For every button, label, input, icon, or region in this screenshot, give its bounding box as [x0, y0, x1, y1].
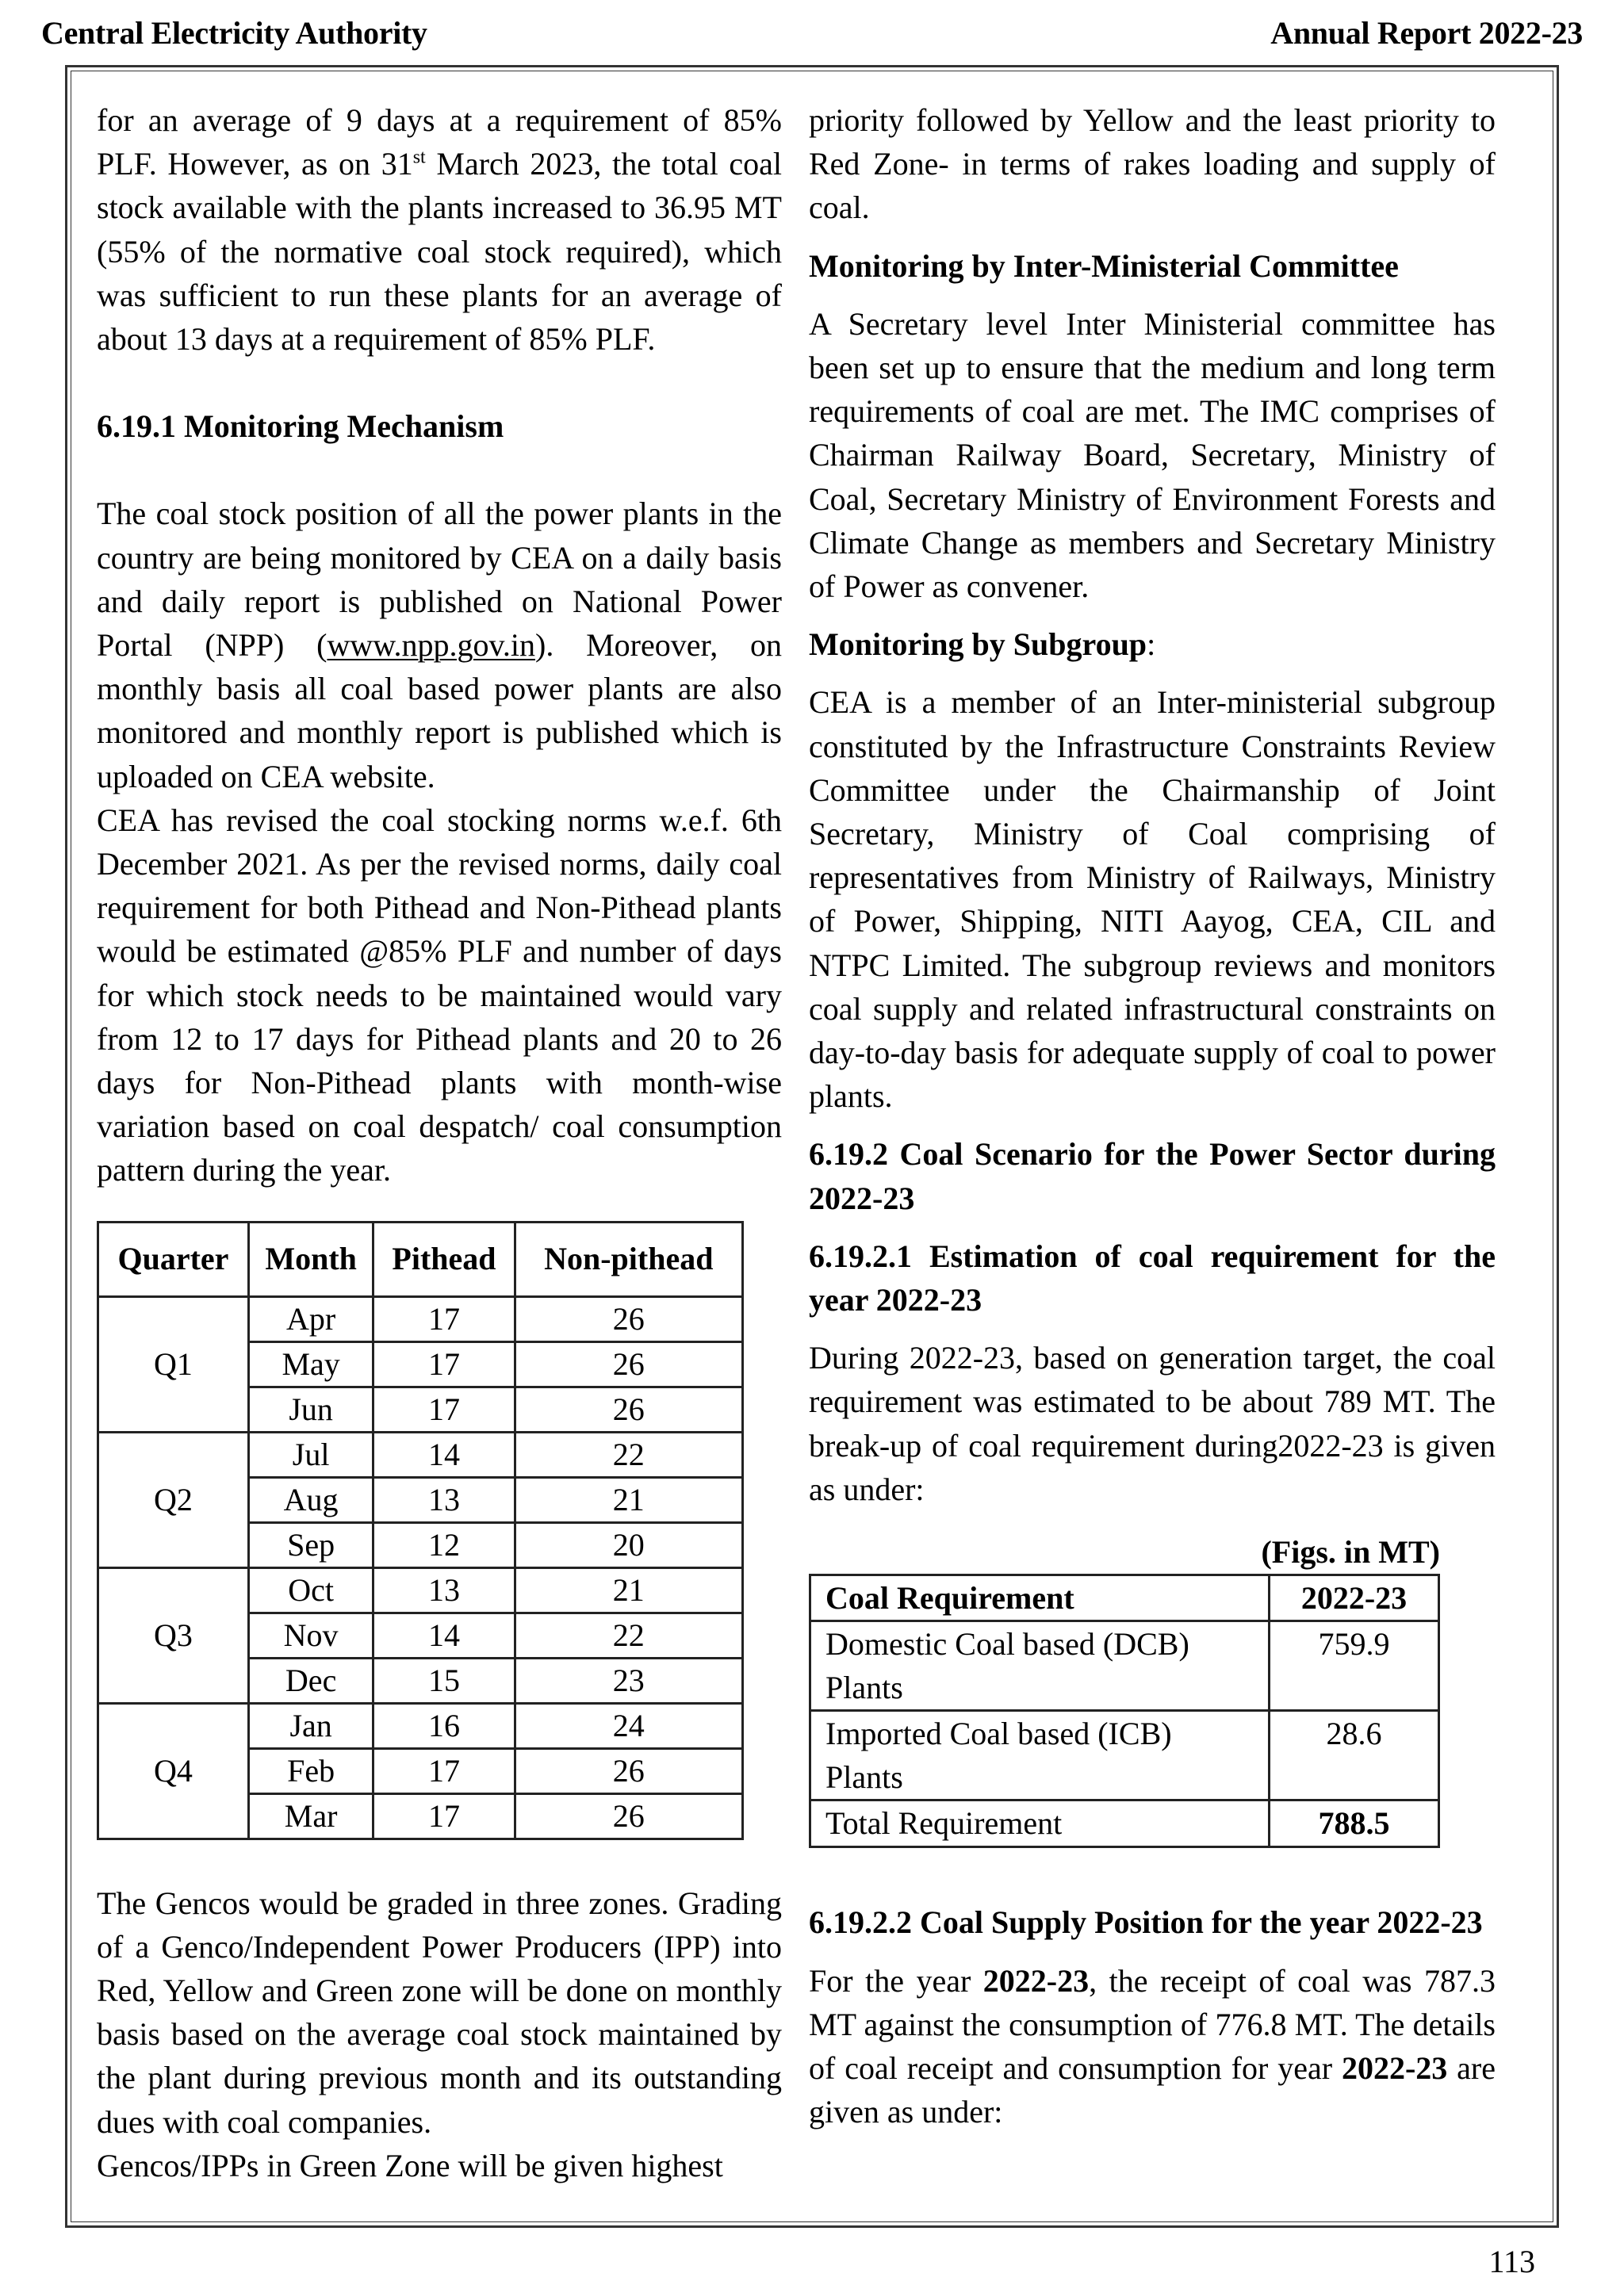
table-row — [98, 1703, 743, 1748]
table-total-row — [810, 1800, 1439, 1847]
month-cell: Dec — [248, 1658, 373, 1703]
pithead-cell: 12 — [373, 1522, 515, 1567]
pithead-cell: 14 — [373, 1613, 515, 1658]
month-cell: Jun — [248, 1387, 373, 1432]
table-row — [98, 1296, 743, 1341]
non-pithead-cell: 23 — [515, 1658, 742, 1703]
paragraph-monitoring — [97, 492, 782, 798]
bold-year: 2022-23 — [982, 1962, 1090, 1999]
month-cell: Feb — [248, 1748, 373, 1793]
heading-estimation: 6.19.2.1 Estimation of coal requirement for the year 2022-23 — [809, 1238, 1496, 1318]
non-pithead-cell: 22 — [515, 1613, 742, 1658]
left-column — [97, 98, 782, 2187]
table-header-row — [810, 1575, 1439, 1621]
figures-unit-note: (Figs. in MT) — [1261, 1534, 1440, 1571]
heading-subgroup — [809, 622, 1496, 666]
pithead-cell: 14 — [373, 1432, 515, 1477]
col-header-coal-requirement: Coal Requirement — [810, 1575, 1270, 1621]
col-header-pithead: Pithead — [373, 1222, 515, 1296]
heading-monitoring-mechanism: 6.19.1 Monitoring Mechanism — [97, 408, 504, 445]
heading-coal-scenario: 6.19.2 Coal Scenario for the Power Sector during 2022-23 — [809, 1136, 1496, 1216]
pithead-cell: 17 — [373, 1296, 515, 1341]
pithead-cell: 17 — [373, 1387, 515, 1432]
month-cell: Nov — [248, 1613, 373, 1658]
non-pithead-cell: 26 — [515, 1296, 742, 1341]
paragraph-coal-stock — [97, 98, 782, 361]
bold-year: 2022-23 — [1341, 2049, 1448, 2086]
total-label: Total Requirement — [810, 1800, 1270, 1847]
pithead-cell: 15 — [373, 1658, 515, 1703]
month-cell: May — [248, 1341, 373, 1387]
col-header-month: Month — [248, 1222, 373, 1296]
page-number: 113 — [1488, 2244, 1535, 2279]
requirement-value: 28.6 — [1270, 1711, 1439, 1800]
text: For the year — [809, 1962, 983, 1999]
non-pithead-cell: 21 — [515, 1477, 742, 1522]
table-row — [98, 1432, 743, 1477]
superscript: st — [412, 147, 426, 168]
month-cell: Apr — [248, 1296, 373, 1341]
quarter-cell: Q4 — [98, 1703, 249, 1839]
header-report-title: Annual Report 2022-23 — [1270, 15, 1583, 51]
quarter-cell: Q2 — [98, 1432, 249, 1567]
non-pithead-cell: 26 — [515, 1748, 742, 1793]
text: are given as under: — [809, 2049, 1496, 2130]
header-organization: Central Electricity Authority — [41, 15, 427, 51]
paragraph-genco-grading-continued: Gencos/IPPs in Green Zone will be given highest — [97, 2147, 723, 2183]
month-cell: Oct — [248, 1567, 373, 1613]
table-row — [810, 1621, 1439, 1711]
table-row — [98, 1567, 743, 1613]
paragraph-imc: A Secretary level Inter Ministerial committee has been set up to ensure that the medium and long term requirements of coal are met. The IMC comprises of Chairman Railway Board, Secretary, Ministry of Coal, Secretary Ministry of Environment Forests and Climate Change as members and Secretary Ministry of Power as convener. — [809, 305, 1496, 605]
pithead-cell: 13 — [373, 1567, 515, 1613]
npp-link[interactable]: www.npp.gov.in — [327, 627, 536, 664]
col-header-year: 2022-23 — [1270, 1575, 1439, 1621]
total-value: 788.5 — [1270, 1800, 1439, 1847]
paragraph-genco-grading: The Gencos would be graded in three zones. Grading of a Genco/Independent Power Producers (IPP) into Red, Yellow and Green zone will be done on monthly basis based on the average coal stock maintained by the plant during previous month and its outstanding dues with coal companies. — [97, 1885, 782, 2140]
heading-coal-supply: 6.19.2.2 Coal Supply Position for the year 2022-23 — [809, 1904, 1483, 1941]
stocking-norms-table — [97, 1221, 744, 1840]
col-header-quarter: Quarter — [98, 1222, 249, 1296]
requirement-label: Imported Coal based (ICB) Plants — [810, 1711, 1270, 1800]
pithead-cell: 16 — [373, 1703, 515, 1748]
non-pithead-cell: 20 — [515, 1522, 742, 1567]
heading-inter-ministerial-committee: Monitoring by Inter-Ministerial Committee — [809, 247, 1399, 284]
quarter-cell: Q3 — [98, 1567, 249, 1703]
non-pithead-cell: 26 — [515, 1387, 742, 1432]
paragraph-estimation: During 2022-23, based on generation target, the coal requirement was estimated to be about 789 MT. The break-up of coal requirement during2022-23 is given as under: — [809, 1340, 1496, 1507]
month-cell: Jan — [248, 1703, 373, 1748]
non-pithead-cell: 26 — [515, 1793, 742, 1839]
paragraph-zone-priority: priority followed by Yellow and the least priority to Red Zone- in terms of rakes loading and supply of coal. — [809, 102, 1496, 226]
pithead-cell: 17 — [373, 1748, 515, 1793]
text: March 2023, the total coal stock available with the plants increased to 36.95 MT (55% of the normative coal stock required), which was sufficient to run these plants for an average of about 13 days at a requirement of 85% PLF. — [97, 146, 783, 358]
non-pithead-cell: 21 — [515, 1567, 742, 1613]
col-header-non-pithead: Non-pithead — [515, 1222, 742, 1296]
pithead-cell: 17 — [373, 1793, 515, 1839]
heading-subgroup-text: Monitoring by Subgroup — [809, 626, 1147, 663]
text: ). Moreover, on monthly basis all coal based power plants are also monitored and monthly report is published which is uploaded on CEA website. — [97, 627, 782, 794]
paragraph-coal-supply — [809, 1959, 1496, 2134]
month-cell: Jul — [248, 1432, 373, 1477]
month-cell: Mar — [248, 1793, 373, 1839]
non-pithead-cell: 24 — [515, 1703, 742, 1748]
colon: : — [1147, 626, 1156, 663]
paragraph-subgroup: CEA is a member of an Inter-ministerial subgroup constituted by the Infrastructure Constraints Review Committee under the Chairmanship of Joint Secretary, Ministry of Coal comprising of representatives from Ministry of Railways, Ministry of Power, Shipping, NITI Aayog, CEA, CIL and NTPC Limited. The subgroup reviews and monitors coal supply and related infrastructural constraints on day-to-day basis for adequate supply of coal to power plants. — [809, 684, 1496, 1115]
pithead-cell: 17 — [373, 1341, 515, 1387]
table-header-row — [98, 1222, 743, 1296]
text: , the receipt of coal was 787.3 MT against the consumption of 776.8 MT. The details of coal receipt and consumption for year — [809, 1962, 1496, 2086]
non-pithead-cell: 22 — [515, 1432, 742, 1477]
right-column — [809, 98, 1496, 2133]
paragraph-stocking-norms: CEA has revised the coal stocking norms w.e.f. 6th December 2021. As per the revised norms, daily coal requirement for both Pithead and Non-Pithead plants would be estimated @85% PLF and number of days for which stock needs to be maintained would vary from 12 to 17 days for Pithead plants and 20 to 26 days for Non-Pithead plants with month-wise variation based on coal despatch/ coal consumption pattern during the year. — [97, 802, 782, 1188]
pithead-cell: 13 — [373, 1477, 515, 1522]
coal-requirement-table — [809, 1574, 1440, 1848]
month-cell: Aug — [248, 1477, 373, 1522]
non-pithead-cell: 26 — [515, 1341, 742, 1387]
quarter-cell: Q1 — [98, 1296, 249, 1432]
text: for an average of 9 days at a requirement of 85% PLF. However, as on 31 — [97, 102, 782, 182]
month-cell: Sep — [248, 1522, 373, 1567]
table-row — [810, 1711, 1439, 1800]
requirement-value: 759.9 — [1270, 1621, 1439, 1711]
text: The coal stock position of all the power plants in the country are being monitored by CEA on a daily basis and daily report is published on National Power Portal (NPP) ( — [97, 496, 782, 664]
requirement-label: Domestic Coal based (DCB) Plants — [810, 1621, 1270, 1711]
